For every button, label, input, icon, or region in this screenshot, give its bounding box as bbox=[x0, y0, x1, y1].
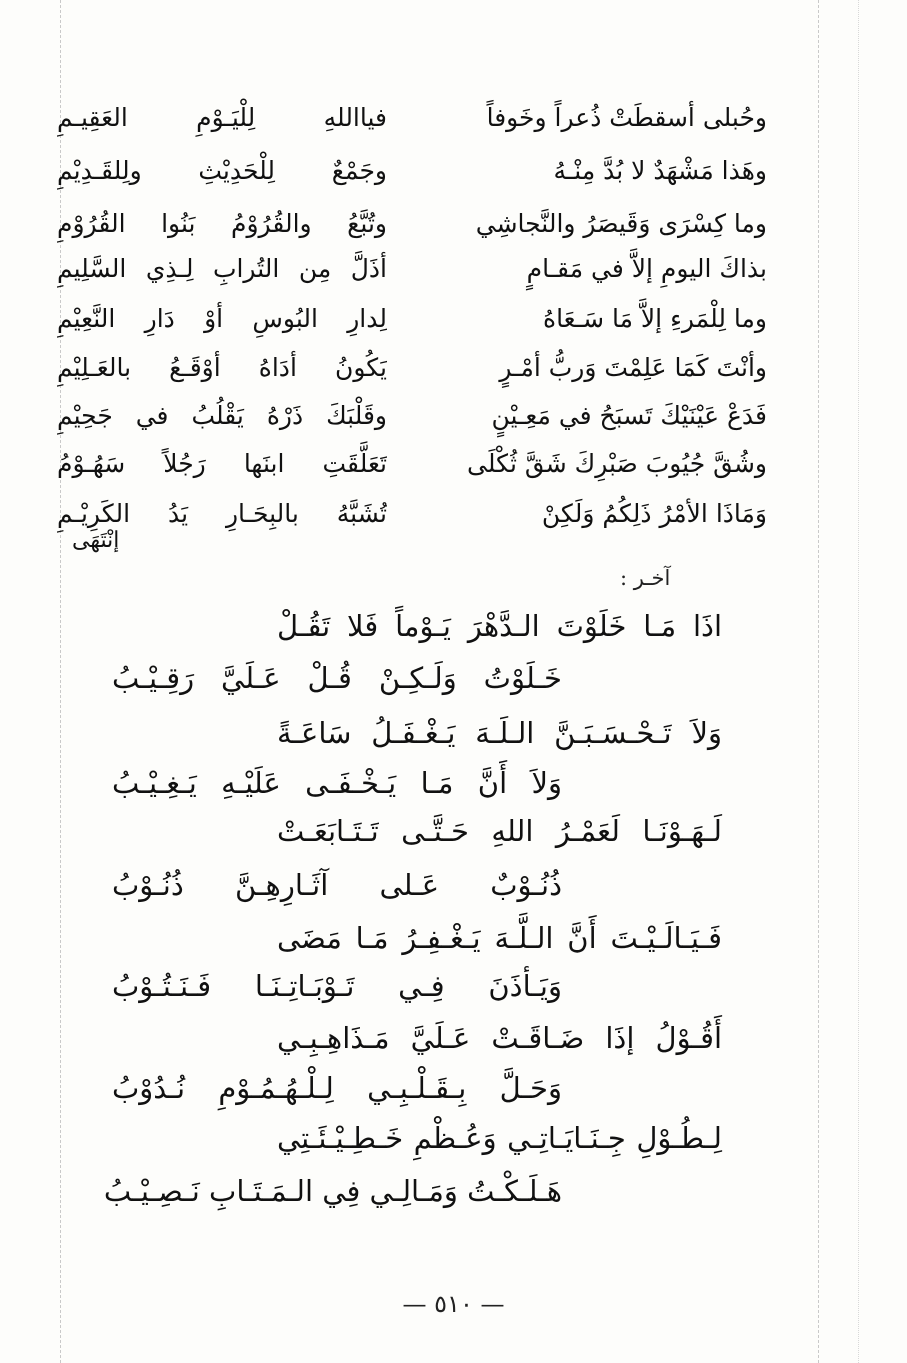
section-title: آخـر : bbox=[620, 566, 671, 590]
poem2-line-3-second: ذُنُـوْبٌ عَـلى آثَـارِهِـنَّ ذُنُـوْبُ bbox=[112, 868, 562, 902]
poem2-line-2-first: وَلاَ تَـحْـسَـبَـنَّ الـلَـهَ يَـغْـفَـلُ سَاعَـةً bbox=[277, 716, 722, 750]
poem2-line-5-first: أَقُـوْلُ إذَا ضَـاقَـتْ عَـلَيَّ مَـذَاهِـبِـي bbox=[277, 1021, 722, 1055]
poem2-line-6-first: لِـطُـوْلِ جِـنَـايَـاتِـي وَعُـظْمِ خَـطِـيْـئَـتِي bbox=[277, 1121, 722, 1155]
poem1-verse-6-left: يَكُونُ أدَاهُ أوْقَـعُ بالعَـلِيْمِ bbox=[57, 353, 387, 382]
poem2-line-1-second: خَـلَوْتُ وَلَـكِـنْ قُـلْ عَـلَيَّ رَقِـيْـبُ bbox=[112, 661, 562, 695]
poem1-verse-1-right: وحُبلى أسقطَتْ ذُعراً وخَوفاً bbox=[486, 103, 767, 132]
poem1-verse-7-right: فَدَعْ عَيْنَيْكَ تَسبَحُ في مَعِـيْنٍ bbox=[491, 401, 767, 430]
poem2-line-4-first: فَـيَـالَـيْـتَ أَنَّ الـلَّـهَ يَـغْـفِـرُ مَـا مَضَى bbox=[277, 921, 722, 955]
poem1-verse-8-left: تَعَلَّقَتِ ابنَها رَجُلاً سَهُـوْمُ bbox=[57, 449, 387, 478]
poem1-verse-2-left: وجَمْعٌ لِلْحَدِيْثِ ولِلقَـدِيْمِ bbox=[57, 156, 387, 185]
poem1-verse-9-right: وَمَاذَا الأمْرُ ذَلِكُمُ وَلَكِنْ bbox=[541, 499, 767, 528]
poem1-verse-3-right: وما كِسْرَى وَقَيصَرُ والنَّجاشِي bbox=[475, 209, 767, 238]
poem1-verse-6-right: وأنْتَ كَمَا عَلِمْتَ وَربُّ أمْـرٍ bbox=[499, 353, 767, 382]
poem2-line-2-second: وَلاَ أَنَّ مَـا يَـخْـفَـى عَلَيْـهِ يَـغِـيْـبُ bbox=[112, 766, 562, 800]
poem1-verse-5-right: وما لِلْمَرءِ إلاَّ مَا سَـعَاهُ bbox=[542, 304, 767, 333]
poem1-verse-9-left: تُشَبَّهُ بالبِحَـارِ يَدُ الكَرِيْـمِ bbox=[57, 499, 387, 528]
poem2-line-6-second: هَـلَـكْـتُ وَمَـالِـي فِي الـمَـتَـابِ نَـصِـيْـبُ bbox=[103, 1174, 562, 1208]
margin-rule-right bbox=[818, 0, 819, 1363]
poem1-verse-3-left: وتُبَّعُ والقُرُوْمُ بَنُوا القُرُوْمِ bbox=[57, 209, 387, 238]
poem2-line-1-first: اذَا مَـا خَلَوْتَ الـدَّهْرَ يَـوْماً فَلا تَقُـلْ bbox=[277, 609, 722, 643]
margin-rule-outer bbox=[858, 0, 859, 1363]
poem1-verse-2-right: وهَذا مَشْهَدٌ لا بُدَّ مِنْـهُ bbox=[553, 156, 767, 185]
poem1-verse-5-left: لِدارِ البُوسِ أوْ دَارِ النَّعِيْمِ bbox=[57, 304, 387, 333]
poem2-line-4-second: وَيَـأذَنَ فِـي تَـوْبَـاتِـنَـا فَـنَـتُـوْبُ bbox=[112, 969, 562, 1003]
poem1-verse-4-right: بذاكَ اليومِ إلاَّ في مَقـامٍ bbox=[526, 254, 767, 283]
poem1-verse-1-left: فيااللهِ لِلْيَـوْمِ العَقِيـمِ bbox=[57, 103, 387, 132]
page-number: — ٥١٠ — bbox=[402, 1290, 505, 1318]
poem1-verse-8-right: وشُقَّ جُيُوبَ صَبْرِكَ شَقَّ ثُكْلَى bbox=[467, 449, 767, 478]
poem-end-mark: إنْتَهَى bbox=[72, 528, 120, 553]
poem2-line-3-first: لَـهَـوْنَـا لَعَمْـرُ اللهِ حَـتَّـى تَـتَـابَعَـتْ bbox=[277, 814, 722, 848]
poem1-verse-4-left: أذَلَّ مِن التُرابِ لِـذِي السَّلِيمِ bbox=[57, 254, 387, 283]
poem2-line-5-second: وَحَـلَّ بِـقَـلْـبِـي لِـلْـهُـمُـوْمِ نُـدُوْبُ bbox=[112, 1071, 562, 1105]
poem1-verse-7-left: وقَلْبَكَ ذَرْهُ يَقْلُبُ في جَحِيْمِ bbox=[57, 401, 387, 430]
